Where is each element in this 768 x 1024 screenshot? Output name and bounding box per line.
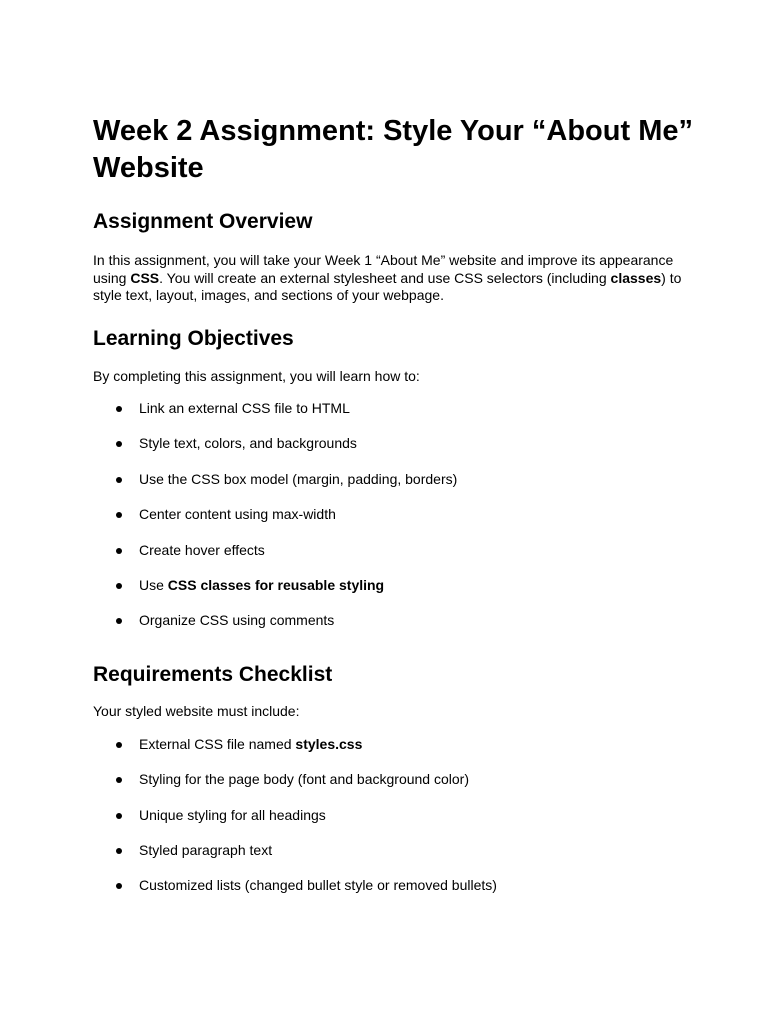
list-item-text: Link an external CSS file to HTML xyxy=(139,400,350,416)
overview-text-1: In this assignment, you will take your Week 1 “About Me” website and improve its appearance using xyxy=(93,252,674,286)
bullet-icon xyxy=(116,477,122,483)
bullet-icon xyxy=(116,548,122,554)
list-item-text: Styling for the page body (font and background color) xyxy=(139,771,469,788)
list-item-text: Styled paragraph text xyxy=(139,842,273,859)
list-item xyxy=(93,506,693,523)
page-title: Week 2 Assignment: Style Your “About Me” Website xyxy=(93,115,693,184)
section-heading-requirements: Requirements Checklist xyxy=(93,663,333,687)
document-page xyxy=(93,113,693,894)
list-item xyxy=(93,877,693,894)
requirements-intro: Your styled website must include: xyxy=(93,703,300,720)
bullet-icon xyxy=(116,441,122,447)
list-item-text: Create hover effects xyxy=(139,541,265,558)
list-item-text: Use xyxy=(139,576,168,593)
list-item-text: Customized lists (changed bullet style or removed bullets) xyxy=(139,877,497,894)
list-item xyxy=(93,736,693,753)
list-item xyxy=(93,577,693,594)
list-item-text: Organize CSS using comments xyxy=(139,612,335,629)
list-item xyxy=(93,842,693,859)
overview-text-3: ) to style text, layout, images, and sections of your webpage. xyxy=(93,269,682,303)
list-item-text: Unique styling for all headings xyxy=(139,806,326,823)
bullet-icon xyxy=(116,512,122,518)
list-item xyxy=(93,542,693,559)
overview-bold-css: CSS xyxy=(130,269,160,286)
requirements-list xyxy=(93,736,693,895)
bullet-icon xyxy=(116,777,122,783)
overview-bold-classes: classes xyxy=(610,269,662,286)
list-item xyxy=(93,471,693,488)
objectives-list xyxy=(93,400,693,629)
bullet-icon xyxy=(116,848,122,854)
list-item-text: External CSS file named xyxy=(139,735,296,752)
list-item xyxy=(93,612,693,629)
list-item xyxy=(93,771,693,788)
section-heading-objectives: Learning Objectives xyxy=(93,326,294,350)
list-item-bold: CSS classes for reusable styling xyxy=(167,576,385,593)
bullet-icon xyxy=(116,742,122,748)
list-item-bold: styles.css xyxy=(295,735,363,752)
overview-text-2: . You will create an external stylesheet and use CSS selectors (including xyxy=(159,269,611,286)
list-item-text: Use the CSS box model (margin, padding, borders) xyxy=(139,470,458,487)
list-item xyxy=(93,435,693,452)
bullet-icon xyxy=(116,406,122,412)
list-item xyxy=(93,807,693,824)
overview-paragraph xyxy=(93,252,693,305)
list-item xyxy=(93,400,693,417)
bullet-icon xyxy=(116,813,122,819)
bullet-icon xyxy=(116,583,122,589)
bullet-icon xyxy=(116,618,122,624)
list-item-text: Center content using max-width xyxy=(139,506,336,523)
section-heading-overview: Assignment Overview xyxy=(93,210,313,233)
list-item-text: Style text, colors, and backgrounds xyxy=(139,435,357,452)
bullet-icon xyxy=(116,883,122,889)
objectives-intro: By completing this assignment, you will learn how to: xyxy=(93,367,420,384)
